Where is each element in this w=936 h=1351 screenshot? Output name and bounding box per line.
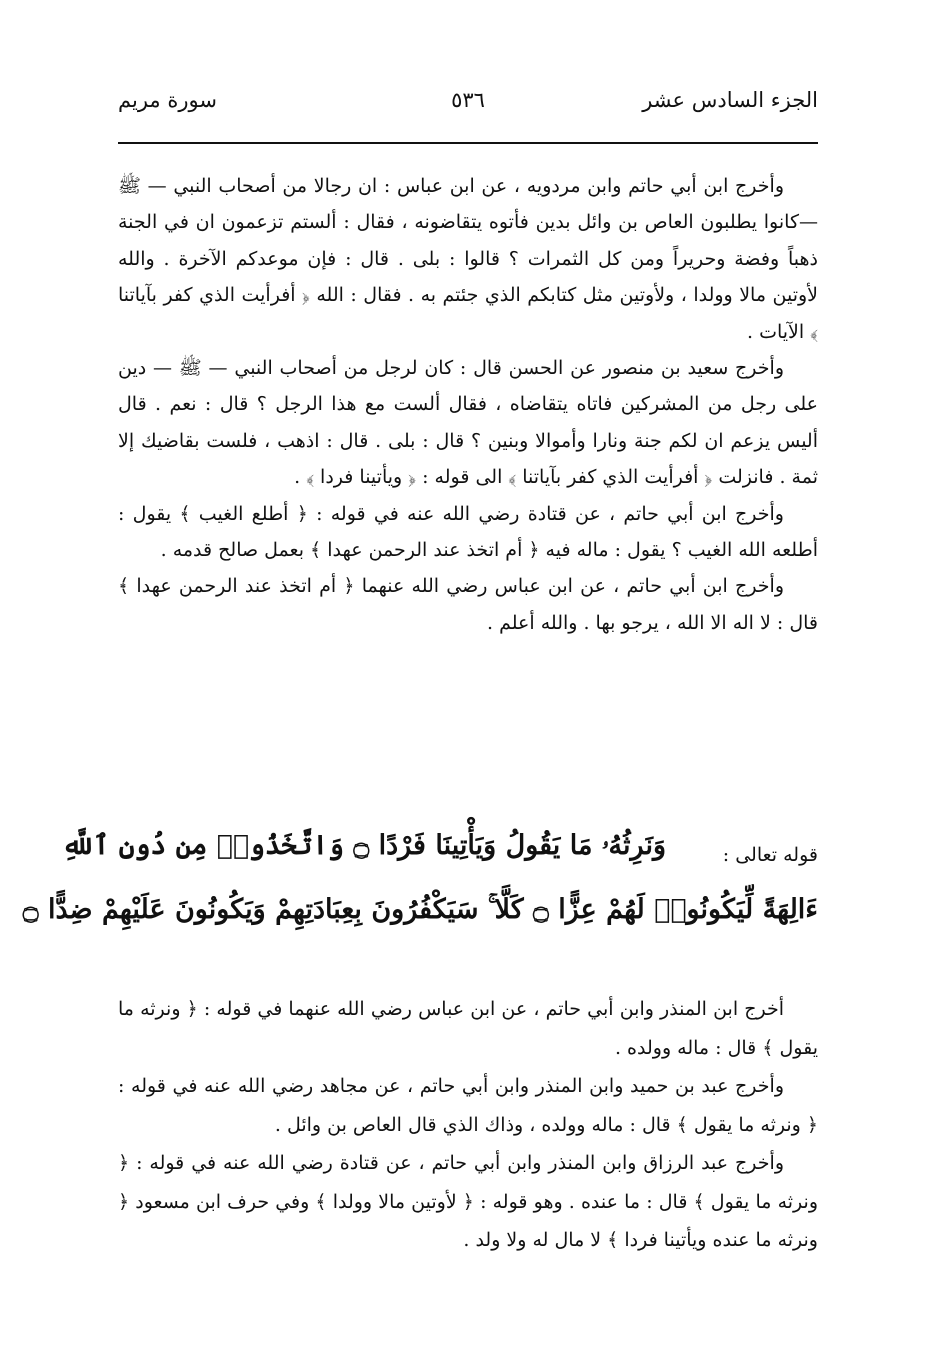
paragraph: وأخرج عبد بن حميد وابن المنذر وابن أبي حاتم ، عن مجاهد رضي الله عنه في قوله : ﴿ ونرثه ما يقول ﴾ قال : ماله وولده ، وذاك الذي قال العاص بن وائل . [118,1075,818,1136]
paragraph: وأخرج ابن أبي حاتم ، عن ابن عباس رضي الله عنهما ﴿ أم اتخذ عند الرحمن عهدا ﴾ قال : لا اله الا الله ، يرجو بها . والله أعلم . [118,575,818,634]
verse-lead: قوله تعالى : [722,844,818,866]
paragraph: وأخرج عبد الرزاق وابن المنذر وابن أبي حاتم ، عن قتادة رضي الله عنه في قوله : ﴿ ونرثه ما يقول ﴾ قال : ما عنده . وهو قوله : ﴿ لأوتين مالا وولدا ﴾ وفي حرف ابن مسعود ﴿ ونرثه ما عنده ويأتينا فردا ﴾ لا مال له ولا ولد . [118,1152,818,1251]
commentary-bottom [118,990,818,1260]
verse-line-1: وَنَرِثُهُۥ مَا يَقُولُ وَيَأْتِينَا فَرْدًا ۝ وَاتَّخَذُوا۟ مِن دُونِ ٱللَّهِ [61,830,666,861]
paragraph: وأخرج ابن أبي حاتم وابن مردويه ، عن ابن عباس : ان رجالا من أصحاب النبي — ﷺ —كانوا يطلبون العاص بن وائل بدين فأتوه يتقاضونه ، فقال : ألستم تزعمون ان في الجنة ذهباً وفضة وحريراً ومن كل الثمرات ؟ قالوا : بلى . قال : فإن موعدكم الآخرة . والله لأوتين مالا وولدا ، ولأوتين مثل كتابكم الذي جئتم به . فقال : الله ﴿ أفرأيت الذي كفر بآياتنا ﴾ الآيات . [118,175,818,343]
header-rule [118,142,818,144]
paragraph: وأخرج ابن أبي حاتم ، عن قتادة رضي الله عنه في قوله : ﴿ أطلع الغيب ﴾ يقول : أطلعه الله الغيب ؟ يقول : ماله فيه ﴿ أم اتخذ عند الرحمن عهدا ﴾ بعمل صالح قدمه . [118,502,818,562]
running-header [118,88,818,124]
paragraph: أخرج ابن المنذر وابن أبي حاتم ، عن ابن عباس رضي الله عنهما في قوله : ﴿ ونرثه ما يقول ﴾ قال : ماله وولده . [118,998,818,1059]
juz-title: الجزء السادس عشر [642,88,818,112]
surah-title: سورة مريم [118,88,217,112]
page-number: ٥٣٦ [451,88,485,112]
verse-line-2: ءَالِهَةً لِّيَكُونُوا۟ لَهُمْ عِزًّا ۝ كَلَّا ۚ سَيَكْفُرُونَ بِعِبَادَتِهِمْ وَيَكُونُونَ عَلَيْهِمْ ضِدًّا ۝ [22,894,818,925]
paragraph: وأخرج سعيد بن منصور عن الحسن قال : كان لرجل من أصحاب النبي — ﷺ — دين على رجل من المشركين فاتاه يتقاضاه ، فقال ألست مع هذا الرجل ؟ قال : نعم . قال أليس يزعم ان لكم جنة ونارا وأموالا وبنين ؟ قال : بلى . قال : اذهب ، فلست بقاضيك إلا ثمة . فانزلت ﴿ أفرأيت الذي كفر بآياتنا ﴾ الى قوله : ﴿ ويأتينا فردا ﴾ . [118,357,818,489]
quran-verse [22,830,824,956]
commentary-top [118,168,818,641]
